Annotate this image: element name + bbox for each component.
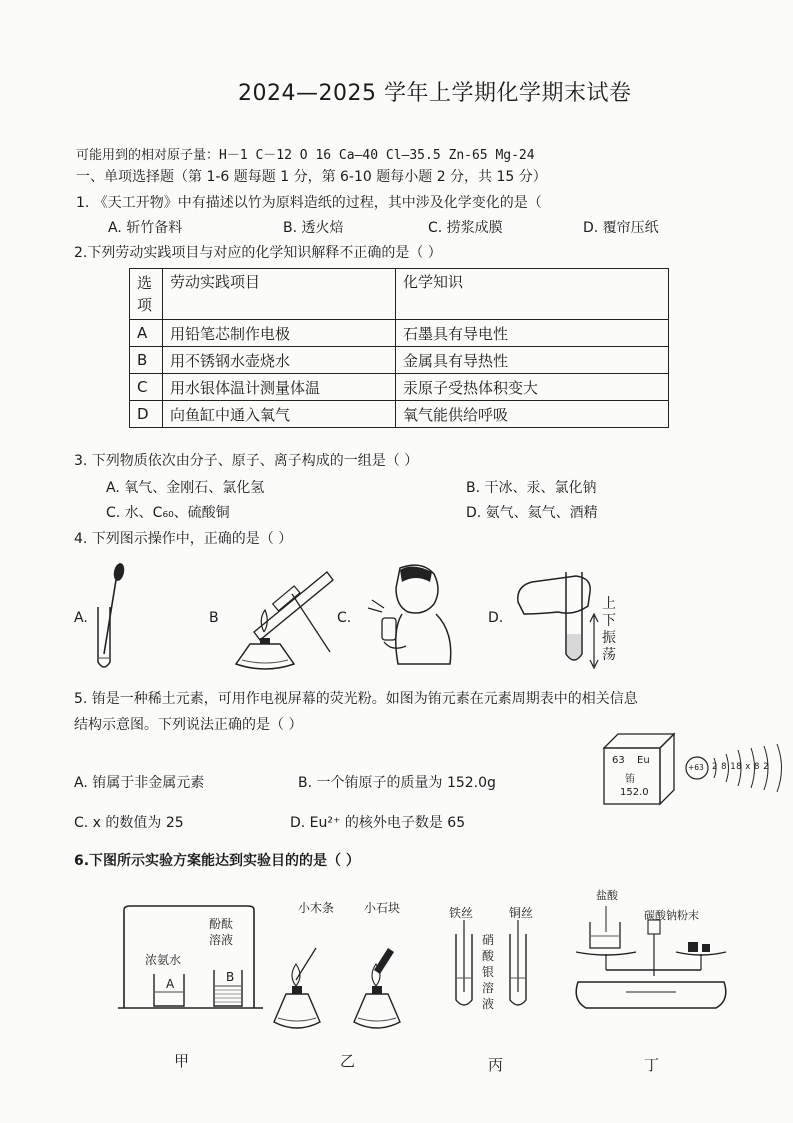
q4-label-d[interactable]: D. — [488, 610, 504, 626]
table-header-row — [130, 269, 669, 320]
holder-handle-icon — [292, 594, 330, 652]
element-number: 63 — [612, 755, 625, 766]
stone-tongs-icon — [374, 948, 394, 974]
row-knowledge: 石墨具有导电性 — [396, 320, 669, 347]
element-mass: 152.0 — [620, 787, 649, 798]
shake-label: 上下振荡 — [602, 596, 616, 663]
figure-name-bing: 丙 — [488, 1056, 504, 1074]
label-copper-wire: 铜丝 — [509, 906, 534, 920]
q4-label-c[interactable]: C. — [337, 610, 352, 626]
row-option: C — [130, 374, 163, 401]
weight-icon — [688, 942, 698, 952]
header-practice: 劳动实践项目 — [163, 269, 396, 320]
table-row — [130, 401, 669, 428]
balance-base-icon — [576, 982, 726, 1008]
row-option: A — [130, 320, 163, 347]
shell-6-icon — [777, 744, 782, 792]
q6-stem: 6.下图所示实验方案能达到实验目的的是（ ） — [74, 853, 360, 869]
figure-name-ding: 丁 — [644, 1056, 660, 1074]
row-option: D — [130, 401, 163, 428]
row-practice: 用不锈钢水壶烧水 — [163, 347, 396, 374]
label-hcl: 盐酸 — [596, 889, 618, 902]
q4-figure-b — [232, 556, 337, 676]
figure-name-jia: 甲 — [174, 1052, 190, 1070]
wood-strip-icon — [296, 948, 316, 980]
q3-option-c[interactable]: C. 水、C₆₀、硫酸铜 — [106, 505, 230, 521]
figure-name-yi: 乙 — [340, 1052, 356, 1070]
label-phenolphthalein: 酚酞溶液 — [209, 917, 234, 947]
table-row — [130, 347, 669, 374]
element-name: 铕 — [625, 774, 635, 785]
dropper-bulb-icon — [112, 562, 126, 582]
label-iron-wire: 铁丝 — [449, 906, 474, 920]
row-knowledge: 金属具有导热性 — [396, 347, 669, 374]
q1-option-b[interactable]: B. 透火焙 — [283, 220, 344, 236]
q6-figure-yi — [276, 918, 418, 1044]
row-knowledge: 汞原子受热体积变大 — [396, 374, 669, 401]
q3-option-d[interactable]: D. 氨气、氦气、酒精 — [466, 505, 598, 521]
table-row — [130, 320, 669, 347]
alcohol-lamp-icon — [236, 644, 294, 669]
lamp-liquid-icon — [242, 660, 288, 663]
q4-stem: 4. 下列图示操作中，正确的是（ ） — [74, 531, 293, 547]
q2-table — [129, 268, 669, 428]
row-practice: 用铅笔芯制作电极 — [163, 320, 396, 347]
label-stone: 小石块 — [364, 901, 401, 915]
table-row — [130, 374, 669, 401]
weight-icon — [702, 944, 710, 952]
hand-icon — [384, 642, 406, 648]
row-option: B — [130, 347, 163, 374]
label-beaker-a: A — [166, 977, 175, 991]
q4-figure-c — [362, 560, 462, 670]
hand-icon — [518, 576, 590, 614]
q4-label-a[interactable]: A. — [74, 610, 88, 626]
alcohol-lamp-icon — [274, 994, 320, 1028]
label-wood-strip: 小木条 — [298, 901, 335, 915]
q5-option-d[interactable]: D. Eu²⁺ 的核外电子数是 65 — [290, 815, 466, 831]
cell-side-face — [660, 734, 674, 804]
waving-hand-icon — [368, 600, 384, 612]
bottle-icon — [382, 618, 396, 640]
label-concentrated-ammonia: 浓氨水 — [145, 953, 182, 967]
lamp-wick-icon — [372, 986, 382, 994]
label-sodium-carbonate: 碳酸钠粉末 — [644, 909, 699, 922]
tube-liquid-icon — [567, 634, 581, 659]
q3-stem: 3. 下列物质依次由分子、原子、离子构成的一组是（ ） — [74, 453, 419, 469]
q4-figure-a — [90, 562, 140, 674]
header-knowledge: 化学知识 — [396, 269, 669, 320]
lamp-liquid-icon — [358, 1018, 396, 1021]
header-option: 选项 — [130, 269, 163, 320]
q5-option-c[interactable]: C. x 的数值为 25 — [74, 815, 184, 831]
cell-top-face — [604, 734, 674, 748]
beaker-icon — [590, 922, 620, 948]
lamp-wick-icon — [292, 986, 302, 994]
q2-stem: 2.下列劳动实践项目与对应的化学知识解释不正确的是（ ） — [74, 245, 442, 261]
lamp-wick-icon — [260, 638, 270, 644]
element-symbol: Eu — [637, 755, 650, 766]
q5-stem-line1: 5. 铕是一种稀土元素，可用作电视屏幕的荧光粉。如图为铕元素在元素周期表中的相关信息 — [74, 691, 638, 707]
label-beaker-b: B — [226, 970, 235, 984]
q3-option-b[interactable]: B. 干冰、汞、氯化钠 — [466, 480, 597, 496]
nucleus-charge: +63 — [688, 763, 704, 772]
beaker-b-hatch — [215, 990, 241, 1002]
q1-option-d[interactable]: D. 覆帘压纸 — [583, 220, 659, 236]
alcohol-lamp-icon — [354, 994, 400, 1028]
q3-option-a[interactable]: A. 氧气、金刚石、氯化氢 — [106, 480, 265, 496]
q1-option-a[interactable]: A. 斩竹备料 — [108, 220, 183, 236]
electron-shells: 2 8 18 x 8 2 — [712, 762, 769, 772]
row-practice: 用水银体温计测量体温 — [163, 374, 396, 401]
q5-option-b[interactable]: B. 一个铕原子的质量为 152.0g — [298, 775, 496, 791]
q1-option-c[interactable]: C. 捞浆成膜 — [428, 220, 503, 236]
row-practice: 向鱼缸中通入氧气 — [163, 401, 396, 428]
q5-option-a[interactable]: A. 铕属于非金属元素 — [74, 775, 205, 791]
label-silver-nitrate: 硝酸银溶液 — [482, 933, 495, 1011]
q4-label-b[interactable]: B — [209, 610, 219, 626]
atomic-masses: 可能用到的相对原子量：H－1 C－12 O 16 Ca—40 Cl—35.5 Zn-65 Mg-24 — [76, 148, 535, 163]
section-heading: 一、单项选择题（第 1-6 题每题 1 分，第 6-10 题每小题 2 分，共 15 分） — [76, 169, 547, 185]
child-body-icon — [396, 614, 451, 664]
q1-stem: 1. 《天工开物》中有描述以竹为原料造纸的过程，其中涉及化学变化的是（ — [76, 195, 542, 211]
page-title: 2024—2025 学年上学期化学期末试卷 — [238, 81, 632, 106]
lamp-liquid-icon — [278, 1018, 316, 1021]
q5-stem-line2: 结构示意图。下列说法正确的是（ ） — [74, 717, 303, 733]
test-tube-icon — [254, 572, 333, 640]
q6-figure-jia — [118, 900, 264, 1012]
row-knowledge: 氧气能供给呼吸 — [396, 401, 669, 428]
